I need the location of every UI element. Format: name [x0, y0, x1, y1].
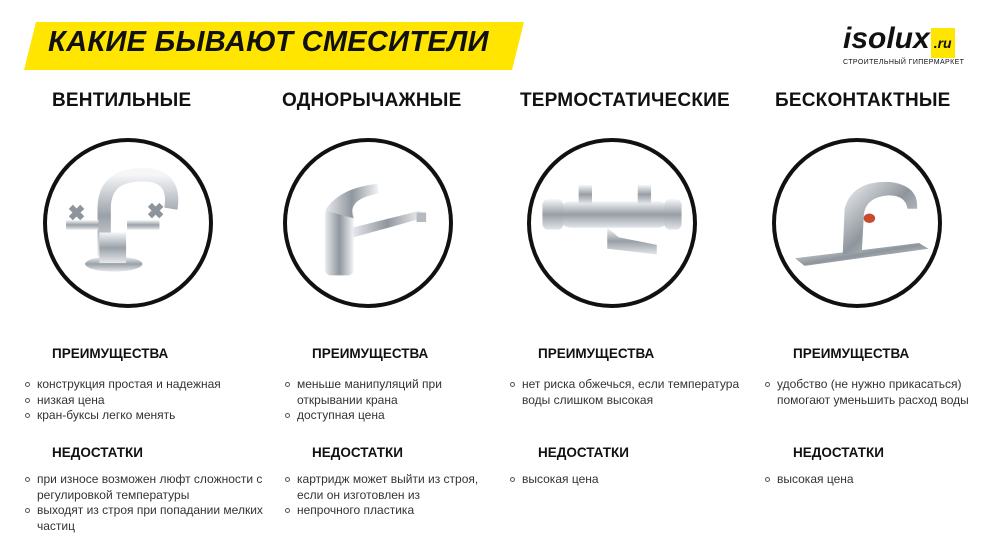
list-item: нет риска обжечься, если температура воды слишком высокая	[522, 377, 762, 408]
list-item: удобство (не нужно прикасаться) помогают уменьшить расход воды	[777, 377, 1000, 408]
list-item: высокая цена	[522, 472, 754, 488]
cons-list	[760, 472, 1000, 488]
list-item: низкая цена	[37, 393, 269, 409]
list-item: высокая цена	[777, 472, 1000, 488]
single-lever-faucet-icon	[287, 142, 449, 304]
list-item: меньше манипуляций при открывании крана	[297, 377, 497, 408]
list-item: при износе возможен люфт сложности с регулировкой температуры	[37, 472, 265, 503]
pros-list	[20, 377, 269, 424]
page-title: КАКИЕ БЫВАЮТ СМЕСИТЕЛИ	[48, 26, 489, 58]
cons-heading: НЕДОСТАТКИ	[52, 445, 143, 460]
pros-heading: ПРЕИМУЩЕСТВА	[538, 346, 655, 361]
type-title: ТЕРМОСТАТИЧЕСКИЕ	[520, 90, 730, 111]
cons-list	[505, 472, 754, 488]
valve-faucet-icon	[47, 142, 209, 304]
thermostatic-mixer-icon	[531, 142, 693, 304]
list-item: доступная цена	[297, 408, 497, 424]
pros-heading: ПРЕИМУЩЕСТВА	[793, 346, 910, 361]
faucet-photo	[527, 138, 697, 308]
type-title: ВЕНТИЛЬНЫЕ	[52, 90, 192, 111]
list-item: картридж может выйти из строя, если он изготовлен из	[297, 472, 507, 503]
faucet-type-valve	[20, 0, 270, 556]
pros-heading: ПРЕИМУЩЕСТВА	[312, 346, 429, 361]
list-item: выходят из строя при попадании мелких частиц	[37, 503, 265, 534]
cons-list	[20, 472, 265, 534]
faucet-photo	[43, 138, 213, 308]
logo-tagline: СТРОИТЕЛЬНЫЙ ГИПЕРМАРКЕТ	[843, 59, 965, 66]
cons-list	[280, 472, 507, 519]
list-item: конструкция простая и надежная	[37, 377, 269, 393]
list-item: кран-буксы легко менять	[37, 408, 269, 424]
cons-heading: НЕДОСТАТКИ	[312, 445, 403, 460]
cons-heading: НЕДОСТАТКИ	[538, 445, 629, 460]
faucet-photo	[283, 138, 453, 308]
type-title: ОДНОРЫЧАЖНЫЕ	[282, 90, 462, 111]
pros-heading: ПРЕИМУЩЕСТВА	[52, 346, 169, 361]
pros-list	[505, 377, 762, 408]
faucet-type-single-lever	[270, 0, 520, 556]
pros-list	[280, 377, 497, 424]
logo-wordmark: isolux	[843, 22, 930, 55]
type-title: БЕСКОНТАКТНЫЕ	[775, 90, 951, 111]
faucet-type-thermostatic	[505, 0, 755, 556]
faucet-type-touchless	[760, 0, 1000, 556]
list-item: непрочного пластика	[297, 503, 507, 519]
pros-list	[760, 377, 1000, 408]
touchless-faucet-icon	[776, 142, 938, 304]
logo-domain: .ru	[931, 28, 955, 58]
cons-heading: НЕДОСТАТКИ	[793, 445, 884, 460]
faucet-photo	[772, 138, 942, 308]
